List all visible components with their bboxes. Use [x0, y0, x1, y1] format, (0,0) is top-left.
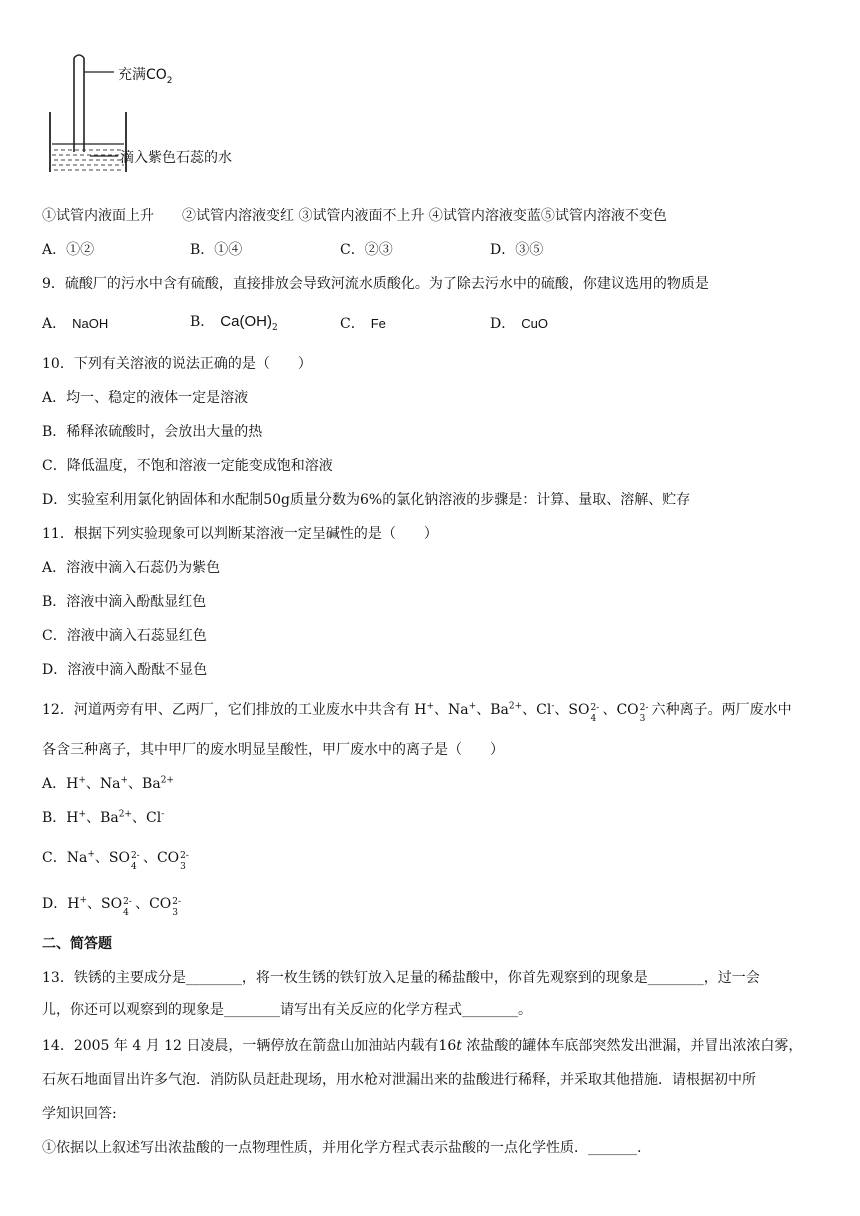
q11-option-c: C．溶液中滴入石蕊显红色 [42, 628, 207, 644]
q12-stem-line2: 各含三种离子，其中甲厂的废水明显呈酸性，甲厂废水中的离子是（ ） [42, 742, 504, 758]
q9-option-c: C． Fe [340, 316, 386, 332]
q12-stem-line1: 12．河道两旁有甲、乙两厂，它们排放的工业废水中共含有 H+、Na+、$Ba^{2+}$、Cl-、SO 2- 4 、CO 2- 3 六种离子。两厂废水中 [42, 701, 792, 724]
q13-line1: 13．铁锈的主要成分是________，将一枚生锈的铁钉放入足量的稀盐酸中，你首先观察到的现象是________，过一会 [42, 970, 760, 986]
q10-option-d: D．实验室利用氯化钠固体和水配制50g质量分数为6%的氯化钠溶液的步骤是：计算、量取、溶解、贮存 [42, 492, 691, 508]
figure-label-bottom: 滴入紫色石蕊的水 [120, 150, 232, 166]
q10-option-b: B．稀释浓硫酸时，会放出大量的热 [42, 424, 263, 440]
q10-stem: 10．下列有关溶液的说法正确的是（ ） [42, 356, 312, 372]
section-title: 二、简答题 [42, 936, 112, 952]
q8-option-d: D．③⑤ [490, 242, 544, 258]
q9-option-b: B． $Ca(OH)_2$ [190, 313, 278, 333]
q11-option-d: D．溶液中滴入酚酞不显色 [42, 662, 208, 678]
q14-line2: 石灰石地面冒出许多气泡．消防队员赶赴现场，用水枪对泄漏出来的盐酸进行稀释，并采取其他措施．请根据初中所 [42, 1072, 756, 1088]
q12-option-c: C．Na+、SO 2- 4 、CO 2- 3 [42, 849, 189, 872]
q9-option-d: D． CuO [490, 316, 548, 332]
q14-line1: 14．2005 年 4 月 12 日凌晨，一辆停放在箭盘山加油站内载有16t 浓盐酸的罐体车底部突然发出泄漏，并冒出浓浓白雾， [42, 1038, 803, 1054]
q10-option-a: A．均一、稳定的液体一定是溶液 [42, 390, 249, 406]
q11-stem: 11．根据下列实验现象可以判断某溶液一定呈碱性的是（ ） [42, 526, 438, 542]
q9-stem: 9．硫酸厂的污水中含有硫酸，直接排放会导致河流水质酸化。为了除去污水中的硫酸，你建议选用的物质是 [42, 276, 709, 292]
q12-option-b: B．H+、$Ba^{2+}$、Cl- [42, 809, 165, 826]
q8-option-b: B．①④ [190, 242, 243, 258]
q12-option-d: D．H+、SO 2- 4 、CO 2- 3 [42, 895, 182, 918]
q14-line3: 学知识回答: [42, 1106, 117, 1122]
q8-option-a: A．①② [42, 242, 95, 258]
q9-option-a: A． NaOH [42, 316, 109, 332]
q11-option-a: A．溶液中滴入石蕊仍为紫色 [42, 560, 221, 576]
q14-line4: ①依据以上叙述写出浓盐酸的一点物理性质，并用化学方程式表示盐酸的一点化学性质．_______. [42, 1140, 642, 1156]
q8-option-c: C．②③ [340, 242, 393, 258]
q10-option-c: C．降低温度，不饱和溶液一定能变成饱和溶液 [42, 458, 333, 474]
q8-statements: ①试管内液面上升 ②试管内溶液变红 ③试管内液面不上升 ④试管内溶液变蓝⑤试管内溶液不变色 [42, 208, 667, 224]
q13-line2: 儿，你还可以观察到的现象是________请写出有关反应的化学方程式________。 [42, 1002, 532, 1018]
q11-option-b: B．溶液中滴入酚酞显红色 [42, 594, 207, 610]
q12-option-a: A．H+、Na+、$Ba^{2+}$ [42, 775, 174, 792]
figure-label-top: 充满$CO_2$ [118, 67, 173, 86]
